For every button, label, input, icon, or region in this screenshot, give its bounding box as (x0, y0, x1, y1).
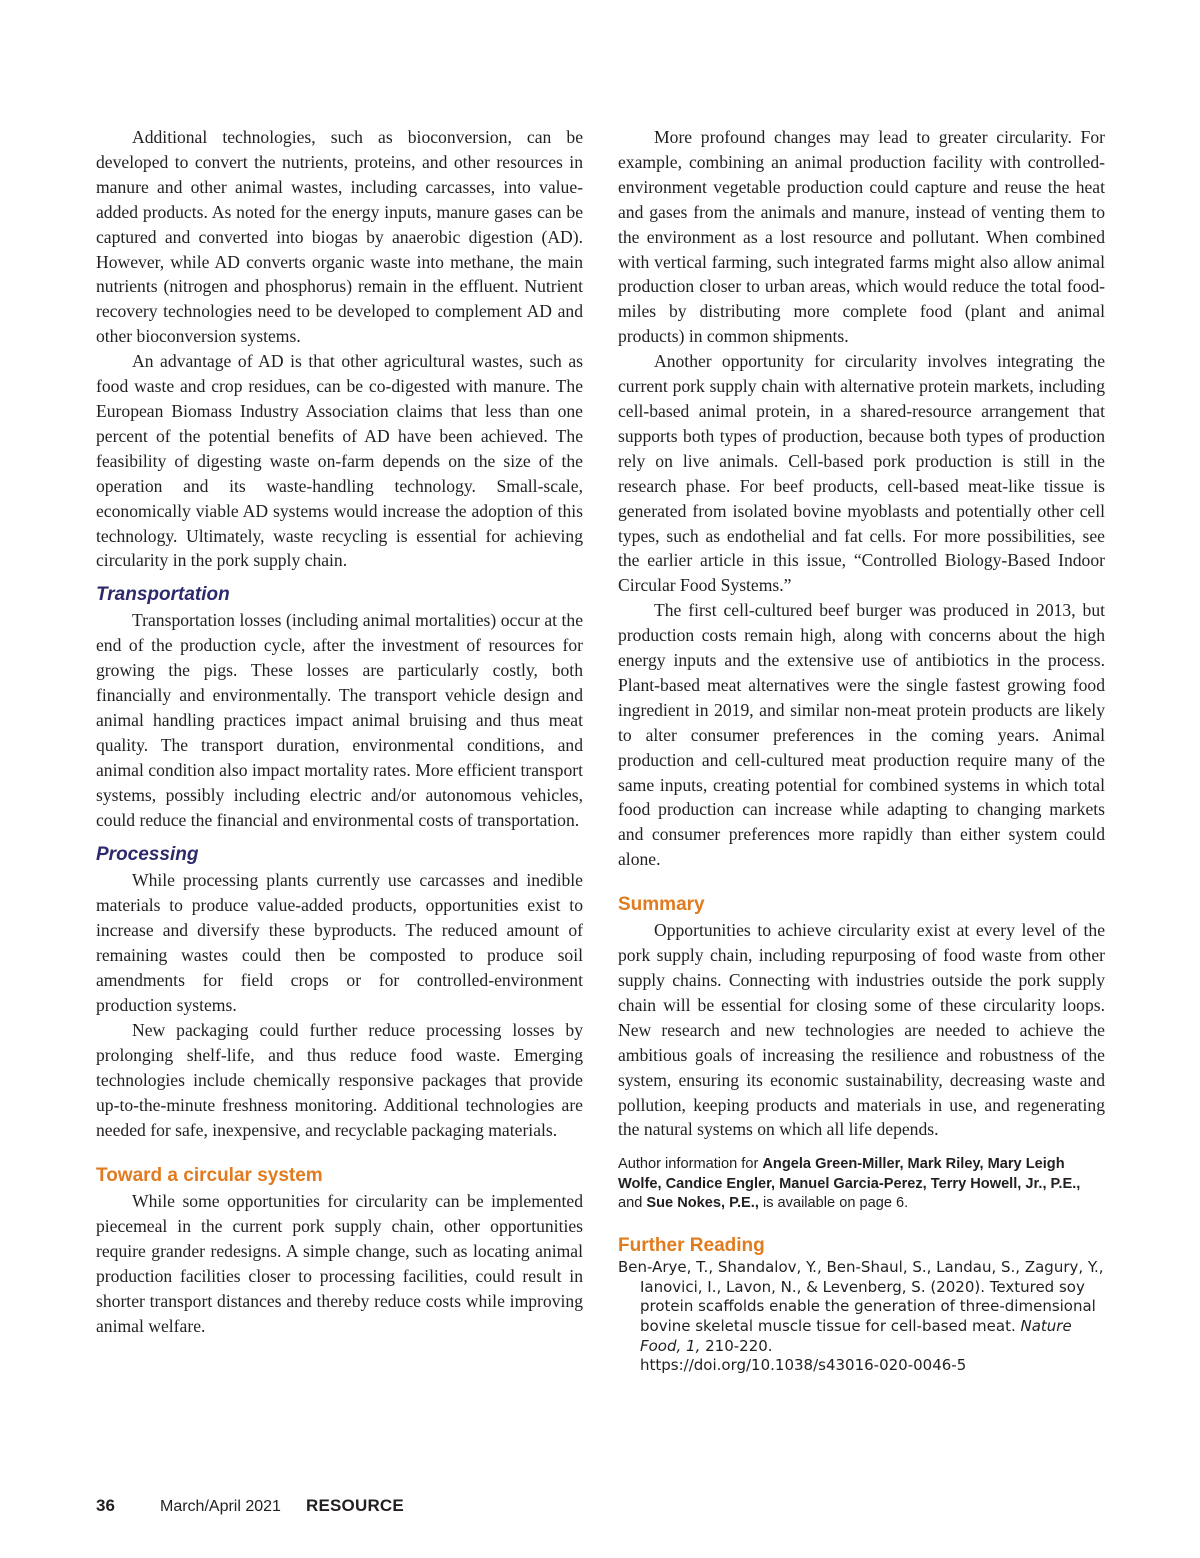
heading-summary: Summary (618, 894, 705, 916)
author-suffix: is available on page 6. (758, 1195, 909, 1212)
reference-authors-title: Ben-Arye, T., Shandalov, Y., Ben-Shaul, S., Landau, S., Zagury, Y., Ianovici, I., Lavon, N., & Levenberg, S. (2020). Textured soy protein scaffolds enable the generation of three-dimensional bovine skeletal muscle tissue for cell-based meat. (618, 1257, 1104, 1335)
author-prefix: Author information for (618, 1156, 763, 1173)
paragraph-transportation: Transportation losses (including animal mortalities) occur at the end of the production cycle, after the investment of resources for growing the pigs. These losses are particularly costly, both financially and environmentally. The transport vehicle design and animal handling practices impact animal bruising and thus meat quality. The transport duration, environmental conditions, and animal condition also impact mortality rates. More efficient transport systems, possibly including electric and/or autonomous vehicles, could reduce the financial and environmental costs of transportation. (96, 610, 583, 830)
reference-doi-link[interactable]: https://doi.org/10.1038/s43016-020-0046-5 (640, 1356, 967, 1375)
paragraph-ad-advantage: An advantage of AD is that other agricultural wastes, such as food waste and crop residues, can be co-digested with manure. The European Biomass Industry Association claims that less than one percent of the potential benefits of AD have been achieved. The feasibility of digesting waste on-farm depends on the size of the operation and its waste-handling technology. Small-scale, economically viable AD systems would increase the adoption of this technology. Ultimately, waste recycling is essential for achieving circularity in the pork supply chain. (96, 351, 583, 571)
magazine-name: RESOURCE (306, 1496, 404, 1515)
heading-transportation: Transportation (96, 584, 230, 606)
paragraph-processing: While processing plants currently use carcasses and inedible materials to produce value-added products, opportunities exist to increase and diversify these byproducts. The reduced amount of remaining wastes could then be composted to produce soil amendments for field crops or for controlled-environment production systems. (96, 870, 583, 1015)
reference-journal: Nature Food, 1, (640, 1316, 1072, 1355)
author-last-name: Sue Nokes, P.E., (646, 1195, 759, 1212)
paragraph-cell-cultured: The first cell-cultured beef burger was produced in 2013, but production costs remain high, along with concerns about the high energy inputs and the extensive use of antibiotics in the process. Plant-based meat alternatives were the single fastest growing food ingredient in 2019, and similar non-meat protein products are likely to alter consumer preferences in the coming years. Animal production and cell-cultured meat production require many of the same inputs, creating potential for combined systems in which total food production can increase while adapting to changing markets and consumer preferences more rapidly than either system could alone. (618, 600, 1105, 870)
paragraph-packaging: New packaging could further reduce processing losses by prolonging shelf-life, and thus reduce food waste. Emerging technologies include chemically responsive packages that provide up-to-the-minute freshness monitoring. Additional technologies are needed for safe, inexpensive, and recyclable packaging materials. (96, 1019, 583, 1140)
reference-pages: 210-220. (700, 1336, 773, 1355)
issue-date: March/April 2021 (160, 1498, 281, 1515)
page-footer (96, 1496, 404, 1520)
heading-processing: Processing (96, 844, 199, 866)
paragraph-alternative-protein: Another opportunity for circularity involves integrating the current pork supply chain with alternative protein markets, including cell-based animal protein, in a shared-resource arrangement that supports both types of production, because both types of production rely on live animals. Cell-based pork production is still in the research phase. For beef products, cell-based meat-like tissue is generated from isolated bovine myoblasts and potentially other cell types, such as endothelial and fat cells. For more possibilities, see the earlier article in this issue, “Controlled Biology-Based Indoor Circular Food Systems.” (618, 351, 1105, 596)
paragraph-profound-changes: More profound changes may lead to greater circularity. For example, combining an animal production facility with controlled-environment vegetable production could capture and reuse the heat and gases from the animals and manure, instead of venting them to the environment as a lost resource and pollutant. When combined with vertical farming, such integrated farms might also allow animal production closer to urban areas, which would reduce the total food-miles by distributing more complete food (plant and animal products) in common shipments. (618, 127, 1105, 347)
heading-further-reading: Further Reading (618, 1234, 765, 1256)
author-information (618, 1155, 1105, 1214)
heading-toward-circular-system: Toward a circular system (96, 1165, 323, 1187)
paragraph-summary: Opportunities to achieve circularity exist at every level of the pork supply chain, including repurposing of food waste from other supply chains. Connecting with industries outside the pork supply chain will be essential for closing some of these circularity loops. New research and new technologies are needed to achieve the ambitious goals of increasing the resilience and robustness of the system, ensuring its economic sustainability, decreasing waste and pollution, keeping products and materials in use, and regenerating the natural systems on which all life depends. (618, 920, 1105, 1140)
paragraph-circular-system: While some opportunities for circularity can be implemented piecemeal in the current pork supply chain, other opportunities require grander redesigns. A simple change, such as locating animal production facilities closer to processing facilities, could result in shorter transport distances and thereby reduce costs while improving animal welfare. (96, 1191, 583, 1336)
left-column (96, 125, 583, 1339)
right-column (618, 125, 1105, 1376)
author-and: and (618, 1195, 647, 1212)
page-number: 36 (96, 1496, 115, 1515)
reference-entry (618, 1258, 1105, 1376)
author-names: Angela Green-Miller, Mark Riley, Mary Leigh Wolfe, Candice Engler, Manuel Garcia-Perez, Terry Howell, Jr., P.E., (618, 1156, 1081, 1192)
paragraph-bioconversion: Additional technologies, such as bioconversion, can be developed to convert the nutrients, proteins, and other resources in manure and other animal wastes, including carcasses, into value-added products. As noted for the energy inputs, manure gases can be captured and converted into biogas by anaerobic digestion (AD). However, while AD converts organic waste into methane, the main nutrients (nitrogen and phosphorus) remain in the effluent. Nutrient recovery technologies need to be developed to complement AD and other bioconversion systems. (96, 127, 583, 347)
